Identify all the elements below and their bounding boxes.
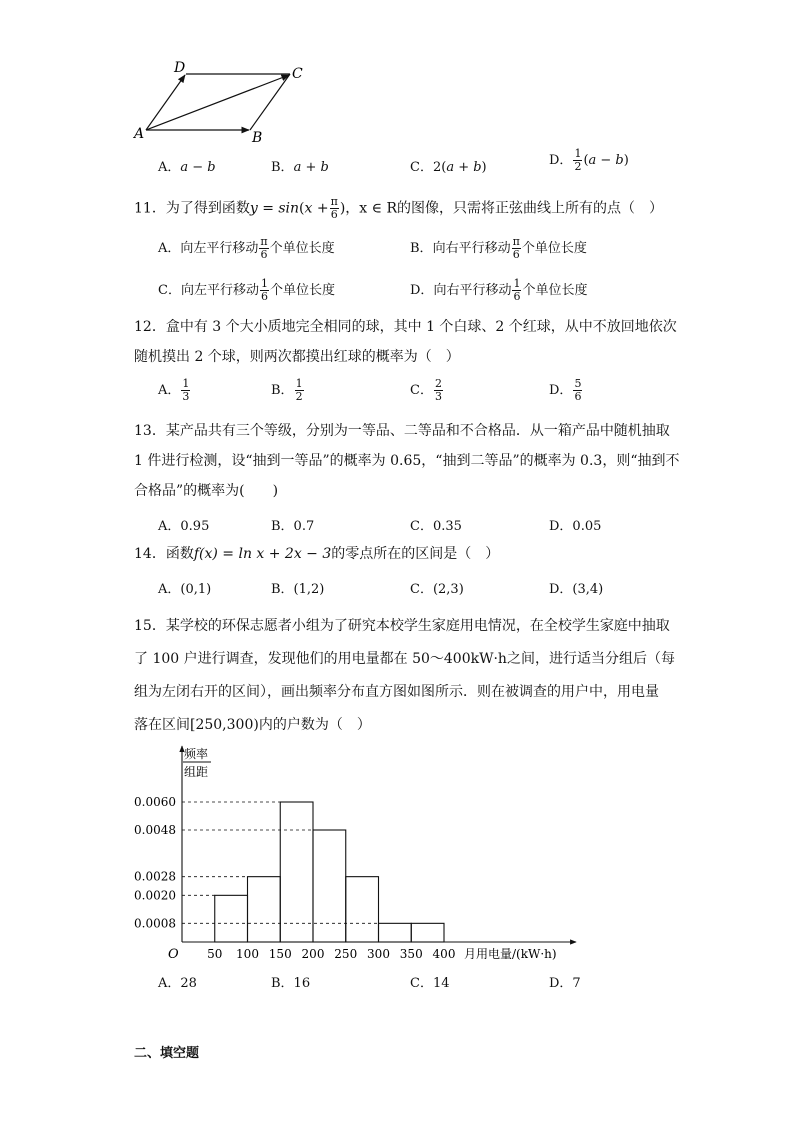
q12-option-a[interactable]: A． $\frac{1}{3}$ [158, 377, 190, 403]
q15-option-c[interactable]: C．14 [410, 976, 450, 991]
label-b: B [252, 130, 263, 146]
vector-ac [146, 75, 289, 130]
histogram-bar-7 [411, 923, 444, 942]
section-title: 二、填空题 [134, 1046, 200, 1061]
y-axis-label-top: 频率 [184, 747, 209, 761]
q15-option-b[interactable]: B．16 [271, 976, 311, 991]
histogram-bar-6 [379, 923, 412, 942]
q15-stem: 15．某学校的环保志愿者小组为了研究本校学生家庭用电情况，在全校学生家庭中抽取 了 100 户进行调查，发现他们的用电量都在 50～400kW·h之间，进行适当分组后（每 组为左闭右开的区间），画出频率分布直方图如图所示．则在被调查的用户中，用电量 落在区间[250,300)内的户数为（ ） [134, 618, 675, 733]
y-tick-label: 0.0048 [134, 823, 176, 837]
q15-option-d[interactable]: D．7 [549, 976, 581, 991]
q14-option-c[interactable]: C．(2,3) [410, 582, 464, 597]
frequency-histogram [126, 740, 586, 960]
y-axis-label-bottom: 组距 [184, 765, 209, 779]
q10-option-c[interactable]: C．2(a + b) [410, 160, 487, 175]
q13-option-b[interactable]: B．0.7 [271, 519, 315, 534]
q13-option-c[interactable]: C．0.35 [410, 519, 462, 534]
q14-option-b[interactable]: B．(1,2) [271, 582, 325, 597]
q10-option-a[interactable]: A．a − b [158, 160, 216, 175]
x-tick-label: 150 [268, 947, 292, 960]
q14-option-d[interactable]: D．(3,4) [549, 582, 604, 597]
q10-option-b[interactable]: B．a + b [271, 160, 329, 175]
q12-option-d[interactable]: D． $\frac{5}{6}$ [549, 377, 582, 403]
q12-option-c[interactable]: C． $\frac{2}{3}$ [410, 377, 442, 403]
histogram-bar-4 [313, 830, 346, 942]
histogram-bar-3 [280, 802, 313, 942]
q14-stem: 14．函数f(x) = ln x + 2x − 3的零点所在的区间是（ ） [134, 546, 500, 562]
q11-option-c[interactable]: C．向左平行移动 $\frac{1}{6}$ 个单位长度 [158, 277, 335, 303]
x-axis-label: 月用电量/(kW·h) [464, 947, 557, 960]
y-tick-label: 0.0008 [134, 916, 176, 931]
q11-stem: 11．为了得到函数y = sin(x + $\frac{\pi}{6}$ )，x ∈ R的图像，只需将正弦曲线上所有的点（ ） [134, 195, 663, 221]
q15-option-a[interactable]: A．28 [158, 976, 197, 991]
parallelogram-figure [130, 58, 310, 146]
q13-option-d[interactable]: D．0.05 [549, 519, 602, 534]
y-tick-label: 0.0028 [134, 869, 176, 884]
q14-option-a[interactable]: A．(0,1) [158, 582, 212, 597]
x-tick-label: 400 [432, 947, 456, 960]
y-tick-label: 0.0060 [134, 795, 176, 809]
x-tick-label: 250 [334, 947, 358, 960]
q11-option-b[interactable]: B．向右平行移动 $\frac{\pi}{6}$ 个单位长度 [410, 235, 587, 261]
x-tick-label: 100 [236, 947, 259, 960]
q12-stem: 12．盒中有 3 个大小质地完全相同的球，其中 1 个白球、2 个红球，从中不放回地依次 随机摸出 2 个球，则两次都摸出红球的概率为（ ） [134, 319, 677, 365]
q11-option-a[interactable]: A．向左平行移动 $\frac{\pi}{6}$ 个单位长度 [158, 235, 335, 261]
q11-option-d[interactable]: D．向右平行移动 $\frac{1}{6}$ 个单位长度 [410, 277, 588, 303]
x-tick-label: 300 [367, 947, 390, 960]
x-tick-label: 200 [301, 947, 325, 960]
x-tick-label: 50 [207, 947, 223, 960]
x-tick-label: 350 [399, 947, 423, 960]
y-tick-label: 0.0020 [134, 888, 176, 903]
q13-stem: 13．某产品共有三个等级，分别为一等品、二等品和不合格品．从一箱产品中随机抽取 1 件进行检测，设“抽到一等品”的概率为 0.65，“抽到二等品”的概率为 0.3，则“抽到不 合格品”的概率为( ) [134, 423, 680, 499]
histogram-bar-2 [248, 877, 281, 942]
q10-option-d[interactable]: D． $\frac{1}{2}$ (a − b) [549, 147, 629, 173]
label-a: A [134, 126, 145, 142]
histogram-bar-5 [346, 877, 379, 942]
label-c: C [292, 66, 303, 82]
histogram-bar-1 [215, 895, 248, 942]
label-d: D [174, 60, 186, 76]
q13-option-a[interactable]: A．0.95 [158, 519, 210, 534]
q12-option-b[interactable]: B． $\frac{1}{2}$ [271, 377, 303, 403]
origin-label: O [168, 947, 179, 960]
vector-ad [146, 75, 185, 130]
